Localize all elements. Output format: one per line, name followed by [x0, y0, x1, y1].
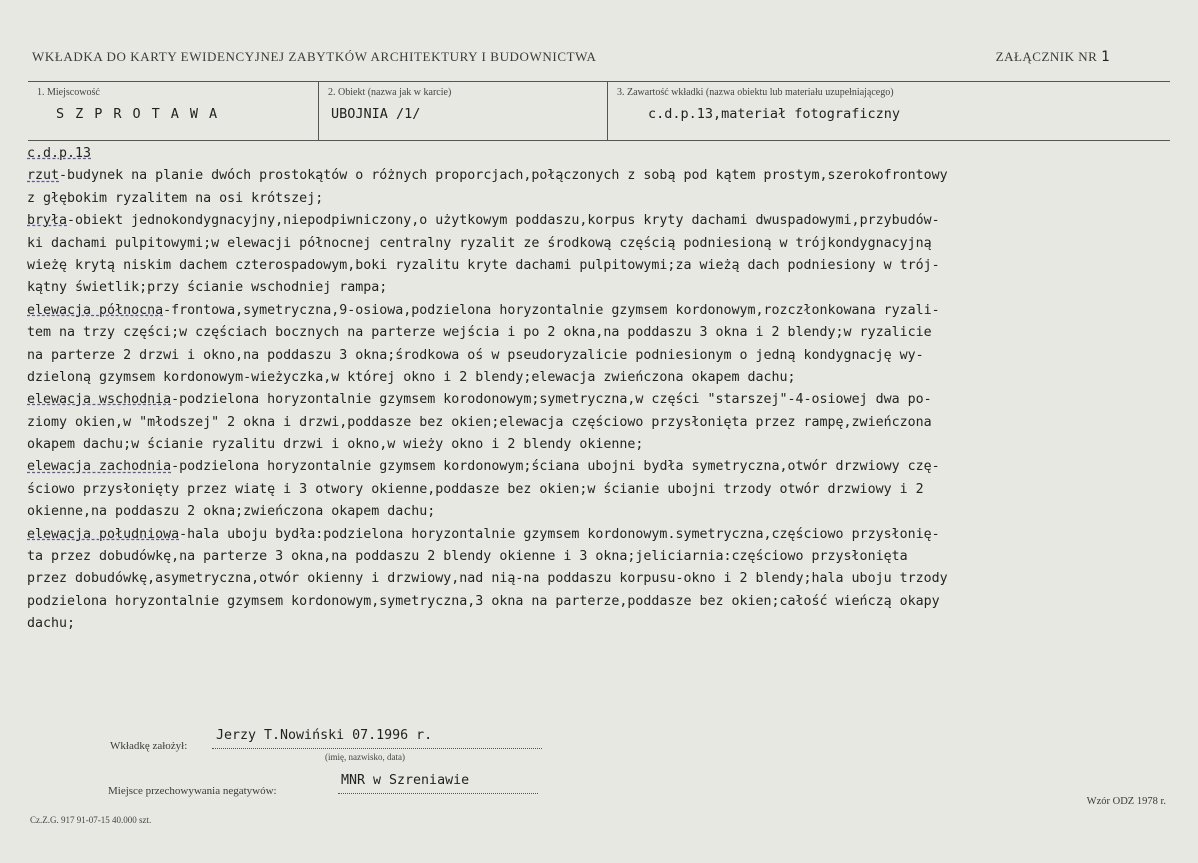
body-line: z głębokim ryzalitem na osi krótszej; — [27, 190, 324, 206]
body-line — [27, 210, 1177, 232]
body-text-span: -budynek na planie dwóch prostokątów o różnych proporcjach,połączonych z sobą pod kątem prostym,szerokofrontowy — [59, 168, 948, 184]
signature-label: Wkładkę założył: — [110, 740, 188, 752]
body-line — [27, 143, 1177, 165]
negatives-dotted-line — [338, 793, 538, 794]
field-object-value: UBOJNIA /1/ — [331, 106, 421, 122]
body-line: dachu; — [27, 616, 76, 632]
description-body — [27, 143, 1177, 636]
body-line — [27, 524, 1177, 546]
body-line: dzieloną gzymsem kordonowym-wieżyczka,w której okno i 2 blendy;elewacja zwieńczona okapem dachu; — [27, 369, 796, 385]
annex-label-text: ZAŁĄCZNIK NR — [995, 49, 1098, 64]
signature-dotted-line — [212, 748, 542, 749]
body-line: wieżę krytą niskim dachem czterospadowym,boki ryzalitu kryte dachami pulpitowymi;za wieżą dach podniesiony w trój- — [27, 257, 940, 273]
body-text-span: -podzielona horyzontalnie gzymsem kordonowym;ściana ubojni bydła symetryczna,otwór drzwiowy czę- — [171, 459, 940, 475]
annex-number: 1 — [1101, 49, 1110, 65]
body-line: kątny świetlik;przy ścianie wschodniej rampa; — [27, 280, 388, 296]
body-line: na parterze 2 drzwi i okno,na poddaszu 3 okna;środkowa oś w pseudoryzalicie podniesionym o jedną kondygnację wy- — [27, 347, 924, 363]
form-template-id: Wzór ODZ 1978 r. — [1086, 796, 1166, 807]
section-key-elewacja-wschodnia: elewacja wschodnia — [27, 392, 172, 408]
form-title: WKŁADKA DO KARTY EWIDENCYJNEJ ZABYTKÓW ARCHITEKTURY I BUDOWNICTWA — [32, 49, 597, 64]
header-fields — [28, 81, 1170, 141]
field-place — [28, 82, 318, 140]
body-line: tem na trzy części;w częściach bocznych na parterze wejścia i po 2 okna,na poddaszu 3 okna i 2 blendy;w ryzalicie — [27, 325, 932, 341]
field-place-value: SZPROTAWA — [56, 106, 229, 122]
body-line: podzielona horyzontalnie gzymsem kordonowym,symetryczna,3 okna na parterze,poddasze bez okien;całość wieńczą okapy — [27, 593, 940, 609]
section-key-rzut: rzut — [27, 168, 60, 184]
continuation-heading: c.d.p.13 — [27, 146, 92, 161]
negatives-value: MNR w Szreniawie — [341, 773, 470, 788]
negatives-block — [108, 773, 548, 803]
field-content-value: c.d.p.13,materiał fotograficzny — [648, 106, 900, 122]
body-text-span: -frontowa,symetryczna,9-osiowa,podzielona horyzontalnie gzymsem kordonowym,rozczłonkowana ryzali- — [163, 302, 940, 318]
section-key-elewacja-poludniowa: elewacja południowa — [27, 526, 180, 542]
body-line: przez dobudówkę,asymetryczna,otwór okienny i drzwiowy,nad nią-na poddaszu korpusu-okno i 2 blendy;hala uboju trzody — [27, 571, 948, 587]
field-content — [607, 82, 1171, 140]
body-line — [27, 389, 1177, 411]
body-line: ta przez dobudówkę,na parterze 3 okna,na poddaszu 2 blendy okienne i 3 okna;jeliciarnia:częściowo przysłonięta — [27, 549, 908, 565]
field-content-label: 3. Zawartość wkładki (nazwa obiektu lub materiału uzupełniającego) — [617, 87, 894, 98]
print-info: Cz.Z.G. 917 91-07-15 40.000 szt. — [30, 815, 152, 825]
signature-value: Jerzy T.Nowiński 07.1996 r. — [216, 728, 433, 743]
body-line: okienne,na poddaszu 2 okna;zwieńczona okapem dachu; — [27, 504, 436, 520]
negatives-label: Miejsce przechowywania negatywów: — [108, 785, 277, 797]
body-text-span: -podzielona horyzontalnie gzymsem korodonowym;symetryczna,w części "starszej"-4-osiowej dwa po- — [171, 392, 932, 408]
body-line — [27, 456, 1177, 478]
field-place-label: 1. Miejscowość — [37, 87, 100, 98]
field-object-label: 2. Obiekt (nazwa jak w karcie) — [328, 87, 452, 98]
signature-caption: (imię, nazwisko, data) — [325, 752, 405, 762]
body-line — [27, 165, 1177, 187]
signature-block — [110, 728, 550, 768]
annex-label — [996, 49, 1110, 65]
body-text-span: -obiekt jednokondygnacyjny,niepodpiwniczony,o użytkowym poddaszu,korpus kryty dachami dwuspadowymi,przybudów- — [67, 213, 940, 229]
section-key-bryla: bryła — [27, 213, 68, 229]
body-text-span: -hala uboju bydła:podzielona horyzontalnie gzymsem kordonowym.symetryczna,częściowo przysłonię- — [179, 526, 940, 542]
body-line: ziomy okien,w "młodszej" 2 okna i drzwi,poddasze bez okien;elewacja częściowo przysłonięta przez rampę,zwieńczona — [27, 414, 932, 430]
section-key-elewacja-zachodnia: elewacja zachodnia — [27, 459, 172, 475]
field-object — [318, 82, 608, 140]
body-line: okapem dachu;w ścianie ryzalitu drzwi i okno,w wieży okno i 2 blendy okienne; — [27, 437, 644, 453]
body-line: ki dachami pulpitowymi;w elewacji północnej centralny ryzalit ze środkową częścią podniesioną w trójkondygnacyjną — [27, 235, 932, 251]
body-line: ściowo przysłonięty przez wiatę i 3 otwory okienne,poddasze bez okien;w ścianie ubojni trzody otwór drzwiowy i 2 — [27, 481, 924, 497]
section-key-elewacja-polnocna: elewacja północna — [27, 302, 164, 318]
body-line — [27, 300, 1177, 322]
